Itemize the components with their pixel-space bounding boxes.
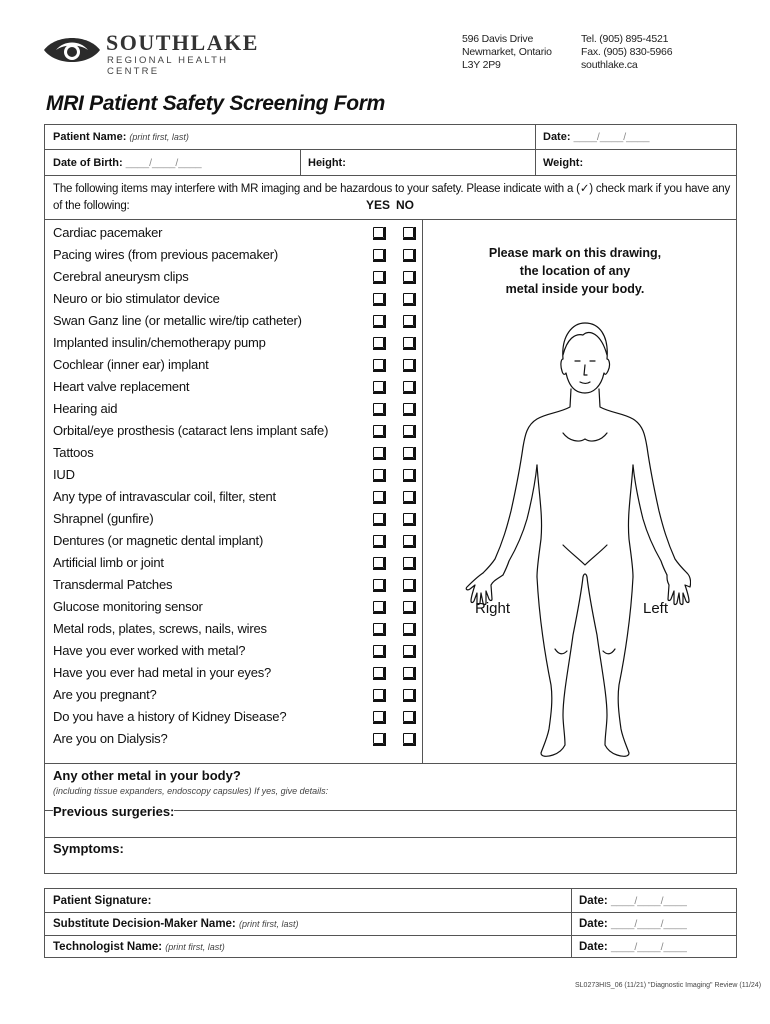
question-row (53, 597, 423, 619)
no-checkbox[interactable] (403, 733, 414, 744)
question-text: Any type of intravascular coil, filter, stent (53, 489, 276, 504)
contact-block (581, 33, 672, 72)
yes-checkbox[interactable] (373, 623, 384, 634)
sig-date-field[interactable] (579, 918, 687, 930)
question-text: Metal rods, plates, screws, nails, wires (53, 621, 267, 636)
screening-form-box (44, 124, 737, 874)
question-row (53, 421, 423, 443)
symptoms-label: Symptoms: (53, 841, 124, 856)
question-text: IUD (53, 467, 75, 482)
question-row (53, 399, 423, 421)
question-text: Cardiac pacemaker (53, 225, 163, 240)
contact-line: southlake.ca (581, 59, 638, 71)
weight-label: Weight: (543, 157, 584, 169)
no-checkbox[interactable] (403, 645, 414, 656)
yes-checkbox[interactable] (373, 469, 384, 480)
instruction-line: Please mark on this drawing, (488, 246, 662, 260)
no-checkbox[interactable] (403, 249, 414, 260)
form-title: MRI Patient Safety Screening Form (46, 92, 386, 115)
sig-date-field[interactable] (579, 941, 687, 953)
signature-label: Technologist Name: (53, 941, 163, 953)
no-checkbox[interactable] (403, 557, 414, 568)
yes-checkbox[interactable] (373, 271, 384, 282)
dob-label: Date of Birth: (53, 157, 123, 169)
dob-blank: ____/____/____ (125, 157, 202, 169)
question-text: Are you on Dialysis? (53, 731, 168, 746)
patient-name-label: Patient Name: (53, 131, 127, 143)
sig-date-field[interactable] (579, 895, 687, 907)
right-side-label: Right (475, 600, 511, 617)
no-checkbox[interactable] (403, 601, 414, 612)
question-row (53, 619, 423, 641)
no-checkbox[interactable] (403, 447, 414, 458)
date-label: Date: (543, 131, 571, 143)
sig-date-blank: ____/____/____ (610, 941, 687, 953)
question-text: Have you ever had metal in your eyes? (53, 665, 272, 680)
question-text: Implanted insulin/chemotherapy pump (53, 335, 266, 350)
drawing-instruction (425, 244, 725, 298)
no-checkbox[interactable] (403, 293, 414, 304)
sig-date-blank: ____/____/____ (610, 895, 687, 907)
no-checkbox[interactable] (403, 667, 414, 678)
address-line: Newmarket, Ontario (462, 46, 552, 58)
logo-name: SOUTHLAKE (106, 30, 259, 55)
yes-checkbox[interactable] (373, 645, 384, 656)
sig-date-blank: ____/____/____ (610, 918, 687, 930)
signature-hint: (print first, last) (238, 919, 299, 929)
question-row (53, 267, 423, 289)
address-line: 596 Davis Drive (462, 33, 534, 45)
other-metal-label: Any other metal in your body? (53, 768, 241, 783)
technologist-name-field[interactable] (53, 941, 225, 953)
no-checkbox[interactable] (403, 425, 414, 436)
question-text: Hearing aid (53, 401, 118, 416)
question-text: Swan Ganz line (or metallic wire/tip catheter) (53, 313, 302, 328)
yes-column-header: YES (366, 198, 391, 212)
no-checkbox[interactable] (403, 359, 414, 370)
no-checkbox[interactable] (403, 491, 414, 502)
yes-checkbox[interactable] (373, 447, 384, 458)
yes-checkbox[interactable] (373, 601, 384, 612)
no-checkbox[interactable] (403, 403, 414, 414)
question-text: Transdermal Patches (53, 577, 173, 592)
height-field[interactable] (308, 157, 346, 169)
question-text: Artificial limb or joint (53, 555, 164, 570)
date-field[interactable] (543, 131, 650, 143)
other-metal-answer-area[interactable] (45, 763, 736, 810)
question-text: Neuro or bio stimulator device (53, 291, 220, 306)
form-footer-code: SL0273HIS_06 (11/21) "Diagnostic Imaging" Review (11/24) (575, 982, 762, 989)
question-row (53, 487, 423, 509)
question-row (53, 575, 423, 597)
question-text: Shrapnel (gunfire) (53, 511, 154, 526)
question-row (53, 663, 423, 685)
no-checkbox[interactable] (403, 689, 414, 700)
question-row (53, 289, 423, 311)
contact-line: Fax. (905) 830-5966 (581, 46, 673, 58)
yes-checkbox[interactable] (373, 293, 384, 304)
no-checkbox[interactable] (403, 579, 414, 590)
yes-checkbox[interactable] (373, 491, 384, 502)
address-line: L3Y 2P9 (462, 59, 501, 71)
instruction-line: the location of any (519, 264, 631, 278)
question-text: Orbital/eye prosthesis (cataract lens implant safe) (53, 423, 329, 438)
question-text: Dentures (or magnetic dental implant) (53, 533, 264, 548)
signature-label: Patient Signature: (53, 895, 152, 907)
intro-text: The following items may interfere with MR imaging and be hazardous to your safety. Please indicate with a (✓) check mark if you have any of the following: (53, 183, 731, 212)
no-checkbox[interactable] (403, 513, 414, 524)
symptoms-answer-area[interactable] (45, 837, 736, 873)
question-row (53, 729, 423, 751)
date-blank: ____/____/____ (573, 131, 650, 143)
yes-checkbox[interactable] (373, 535, 384, 546)
yes-checkbox[interactable] (373, 359, 384, 370)
instruction-line: metal inside your body. (505, 282, 645, 296)
question-row (53, 641, 423, 663)
sig-date-label: Date: (579, 895, 608, 907)
no-checkbox[interactable] (403, 271, 414, 282)
yes-checkbox[interactable] (373, 381, 384, 392)
question-row (53, 707, 423, 729)
no-checkbox[interactable] (403, 337, 414, 348)
question-text: Pacing wires (from previous pacemaker) (53, 247, 279, 262)
left-side-label: Left (643, 600, 669, 617)
address-block (462, 33, 552, 72)
sig-date-label: Date: (579, 941, 608, 953)
question-text: Have you ever worked with metal? (53, 643, 246, 658)
height-label: Height: (308, 157, 346, 169)
no-checkbox[interactable] (403, 315, 414, 326)
patient-name-hint: (print first, last) (129, 132, 189, 142)
yes-checkbox[interactable] (373, 249, 384, 260)
contact-line: Tel. (905) 895-4521 (581, 33, 669, 45)
sig-date-label: Date: (579, 918, 608, 930)
question-row (53, 333, 423, 355)
signature-label: Substitute Decision-Maker Name: (53, 918, 236, 930)
question-row (53, 465, 423, 487)
question-text: Tattoos (53, 445, 94, 460)
question-row (53, 509, 423, 531)
signature-hint: (print first, last) (165, 942, 225, 952)
previous-surgeries-label: Previous surgeries: (53, 804, 175, 819)
question-row (53, 245, 423, 267)
question-row (53, 223, 423, 245)
question-text: Cochlear (inner ear) implant (53, 357, 209, 372)
previous-surgeries-answer-area[interactable] (45, 810, 736, 837)
yes-checkbox[interactable] (373, 337, 384, 348)
no-column-header: NO (396, 198, 414, 212)
yes-checkbox[interactable] (373, 667, 384, 678)
patient-name-field[interactable] (53, 131, 189, 143)
no-checkbox[interactable] (403, 381, 414, 392)
no-checkbox[interactable] (403, 535, 414, 546)
southlake-logo (42, 30, 259, 77)
question-text: Are you pregnant? (53, 687, 157, 702)
signature-box (44, 888, 737, 958)
question-row (53, 531, 423, 553)
no-checkbox[interactable] (403, 711, 414, 722)
yes-checkbox[interactable] (373, 557, 384, 568)
question-text: Heart valve replacement (53, 379, 190, 394)
yes-checkbox[interactable] (373, 227, 384, 238)
logo-subtitle: REGIONAL HEALTH CENTRE (107, 55, 229, 77)
yes-checkbox[interactable] (373, 689, 384, 700)
no-checkbox[interactable] (403, 469, 414, 480)
question-row (53, 377, 423, 399)
substitute-decision-maker-field[interactable] (53, 918, 298, 930)
yes-checkbox[interactable] (373, 403, 384, 414)
weight-field[interactable] (543, 157, 583, 169)
dob-field[interactable] (53, 157, 202, 169)
no-checkbox[interactable] (403, 227, 414, 238)
yes-checkbox[interactable] (373, 711, 384, 722)
question-row (53, 553, 423, 575)
question-row (53, 443, 423, 465)
no-checkbox[interactable] (403, 623, 414, 634)
question-row (53, 685, 423, 707)
yes-checkbox[interactable] (373, 315, 384, 326)
question-text: Glucose monitoring sensor (53, 599, 203, 614)
eye-logo-icon (42, 32, 102, 68)
yes-checkbox[interactable] (373, 425, 384, 436)
question-row (53, 311, 423, 333)
yes-checkbox[interactable] (373, 579, 384, 590)
body-outline-drawing[interactable] (463, 315, 691, 765)
other-metal-hint: (including tissue expanders, endoscopy capsules) If yes, give details: (53, 786, 329, 796)
question-text: Do you have a history of Kidney Disease? (53, 709, 287, 724)
question-text: Cerebral aneurysm clips (53, 269, 189, 284)
yes-checkbox[interactable] (373, 513, 384, 524)
question-row (53, 355, 423, 377)
yes-checkbox[interactable] (373, 733, 384, 744)
patient-signature-field[interactable] (53, 895, 151, 907)
